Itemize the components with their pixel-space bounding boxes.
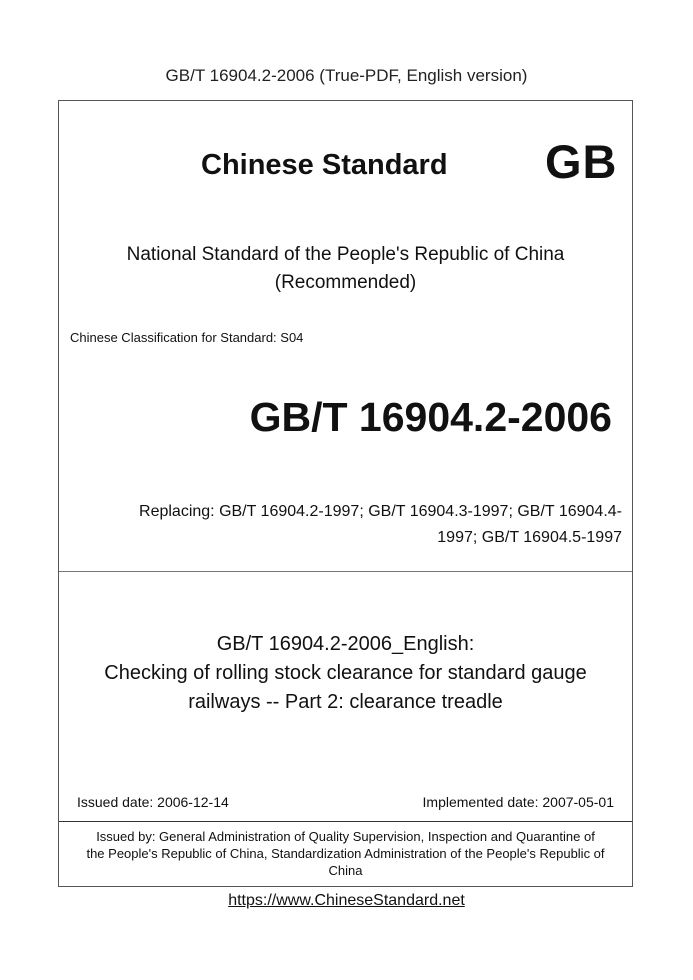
replacing-line-1: Replacing: GB/T 16904.2-1997; GB/T 16904.3-1997; GB/T 16904.4- xyxy=(139,503,622,520)
issuer xyxy=(61,828,630,879)
cover-title-section xyxy=(59,571,632,821)
classification: Chinese Classification for Standard: S04 xyxy=(70,330,304,345)
replacing-line-2: 1997; GB/T 16904.5-1997 xyxy=(437,529,622,546)
doc-title-line-1: GB/T 16904.2-2006_English: xyxy=(216,633,475,655)
cover-title: Chinese Standard xyxy=(201,149,448,181)
standard-number: GB/T 16904.2-2006 xyxy=(249,394,612,440)
issuer-line-2: the People's Republic of China, Standardization Administration of the People's Republic of xyxy=(86,846,605,861)
issuer-line-1: Issued by: General Administration of Quality Supervision, Inspection and Quarantine of xyxy=(96,829,595,844)
issuer-line-3: China xyxy=(328,863,363,878)
replacing-info xyxy=(82,499,622,551)
issued-date: Issued date: 2006-12-14 xyxy=(77,794,229,810)
doc-title-line-3: railways -- Part 2: clearance treadle xyxy=(188,691,503,713)
cover-issuer-section xyxy=(59,821,632,886)
national-line-2: (Recommended) xyxy=(274,272,417,293)
implemented-date: Implemented date: 2007-05-01 xyxy=(422,794,614,810)
website-link[interactable]: https://www.ChineseStandard.net xyxy=(228,892,465,909)
national-line-1: National Standard of the People's Republic of China xyxy=(126,244,565,265)
national-standard-name xyxy=(59,241,632,297)
cover-top-section xyxy=(59,101,632,571)
cover-frame xyxy=(58,100,633,887)
document-title xyxy=(59,630,632,717)
gb-mark: GB xyxy=(545,135,618,188)
page-header: GB/T 16904.2-2006 (True-PDF, English version) xyxy=(165,66,528,85)
doc-title-line-2: Checking of rolling stock clearance for standard gauge xyxy=(104,662,587,684)
